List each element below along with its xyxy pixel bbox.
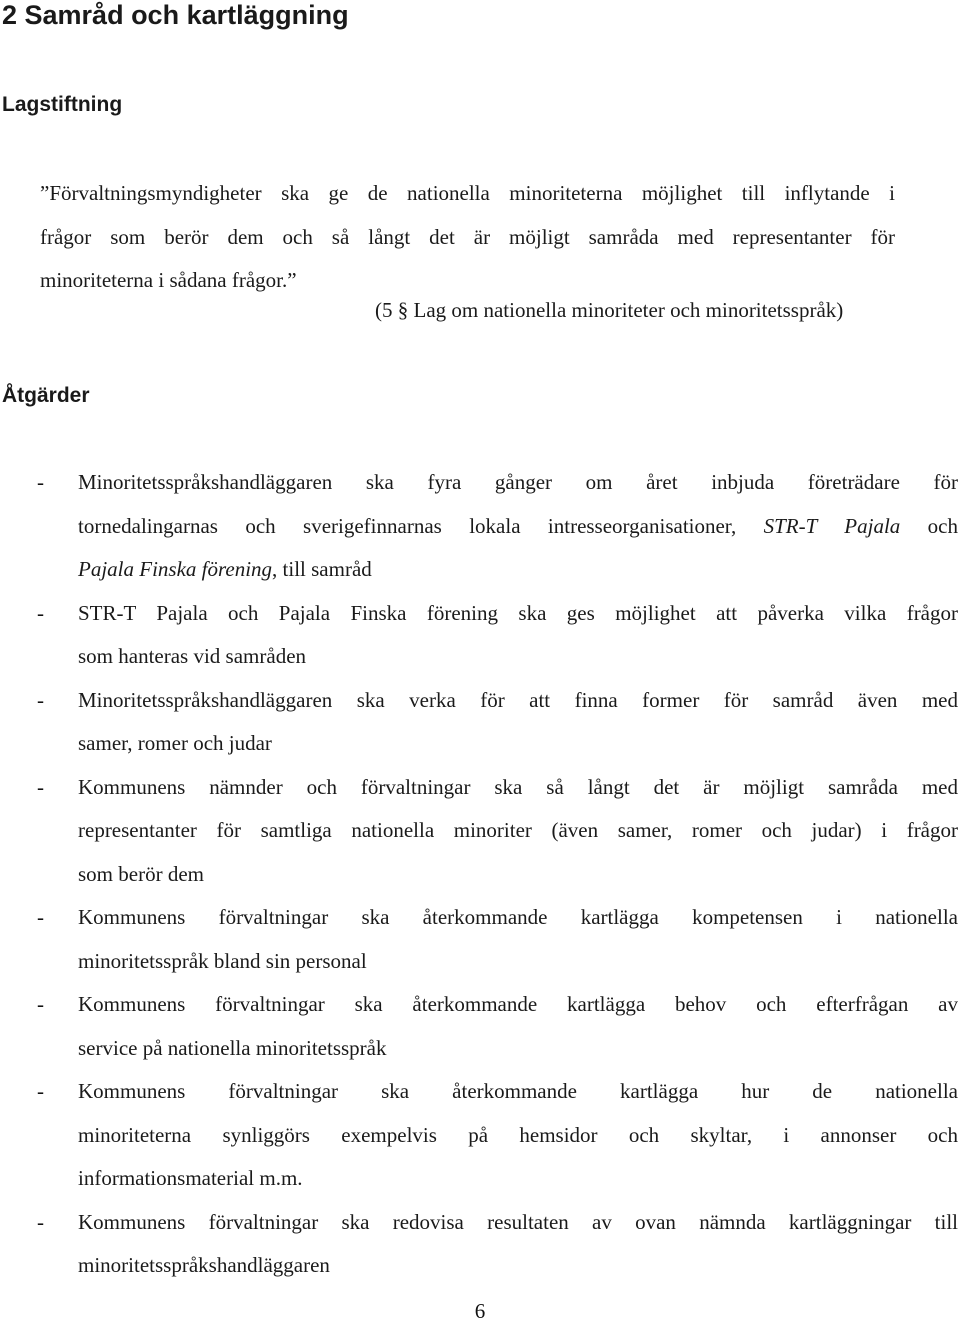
list-item [0, 896, 958, 983]
subheading-atgarder: Åtgärder [2, 384, 90, 407]
quote-line: frågor som berör dem och så långt det är möjligt samråda med representanter för [40, 224, 895, 249]
subheading-lagstiftning: Lagstiftning [2, 93, 123, 116]
list-item-line: informationsmaterial m.m. [78, 1166, 303, 1190]
list-item [0, 766, 958, 897]
list-item-line: som berör dem [78, 861, 204, 886]
list-item-line: samer, romer och judar [78, 731, 272, 755]
list-item-line: Minoritetsspråkshandläggaren ska verka för att finna former för samråd även med [78, 687, 958, 712]
list-item [0, 1201, 958, 1288]
list-dash: - [37, 774, 44, 799]
list-item-line: Kommunens förvaltningar ska redovisa resultaten av ovan nämnda kartläggningar till [78, 1209, 958, 1234]
section-title: 2 Samråd och kartläggning [2, 0, 349, 30]
list-item-line: STR-T Pajala och Pajala Finska förening ska ges möjlighet att påverka vilka frågor [78, 600, 958, 625]
list-dash: - [37, 600, 44, 625]
list-item-line: minoriteterna synliggörs exempelvis på hemsidor och skyltar, i annonser och [78, 1122, 958, 1147]
actions-list [0, 461, 958, 1288]
list-item-line: som hanteras vid samråden [78, 644, 307, 668]
list-dash: - [37, 1209, 44, 1234]
quote-line: minoriteterna i sådana frågor.” [40, 268, 297, 292]
list-dash: - [37, 905, 44, 929]
text-segment: , till samråd [272, 557, 372, 581]
list-item-line: Kommunens förvaltningar ska återkommande kartlägga kompetensen i nationella [78, 905, 958, 929]
list-item [0, 461, 958, 592]
quote-line: ”Förvaltningsmyndigheter ska ge de nationella minoriteterna möjlighet till inflytande i [40, 181, 895, 205]
list-item-line [78, 505, 958, 549]
text-segment: tornedalingarnas och sverigefinnarnas lokala intresseorganisationer, [78, 513, 764, 538]
list-item [0, 679, 958, 766]
law-quote [40, 172, 895, 303]
list-item-line: service på nationella minoritetsspråk [78, 1035, 387, 1060]
list-item-line: Minoritetsspråkshandläggaren ska fyra gånger om året inbjuda företrädare för [78, 470, 958, 494]
list-dash: - [37, 1079, 44, 1103]
italic-org-name: Pajala Finska förening [78, 557, 273, 581]
list-item-line: Kommunens förvaltningar ska återkommande kartlägga hur de nationella [78, 1079, 958, 1103]
italic-org-name: STR-T Pajala [763, 513, 901, 538]
list-dash: - [37, 992, 44, 1016]
list-dash: - [37, 687, 44, 712]
list-dash: - [37, 470, 44, 494]
law-citation: (5 § Lag om nationella minoriteter och minoritetsspråk) [375, 298, 844, 322]
list-item-line: representanter för samtliga nationella minoriter (även samer, romer och judar) i frågor [78, 818, 958, 842]
list-item-line: Kommunens nämnder och förvaltningar ska så långt det är möjligt samråda med [78, 774, 958, 799]
list-item-line: Kommunens förvaltningar ska återkommande kartlägga behov och efterfrågan av [78, 992, 958, 1016]
page-number: 6 [474, 1299, 486, 1323]
list-item [0, 983, 958, 1070]
list-item [0, 592, 958, 679]
list-item-line: minoritetsspråk bland sin personal [78, 948, 367, 973]
list-item-line: minoritetsspråkshandläggaren [78, 1253, 330, 1277]
text-segment: och [900, 513, 959, 538]
list-item-line [78, 548, 958, 592]
list-item [0, 1070, 958, 1201]
